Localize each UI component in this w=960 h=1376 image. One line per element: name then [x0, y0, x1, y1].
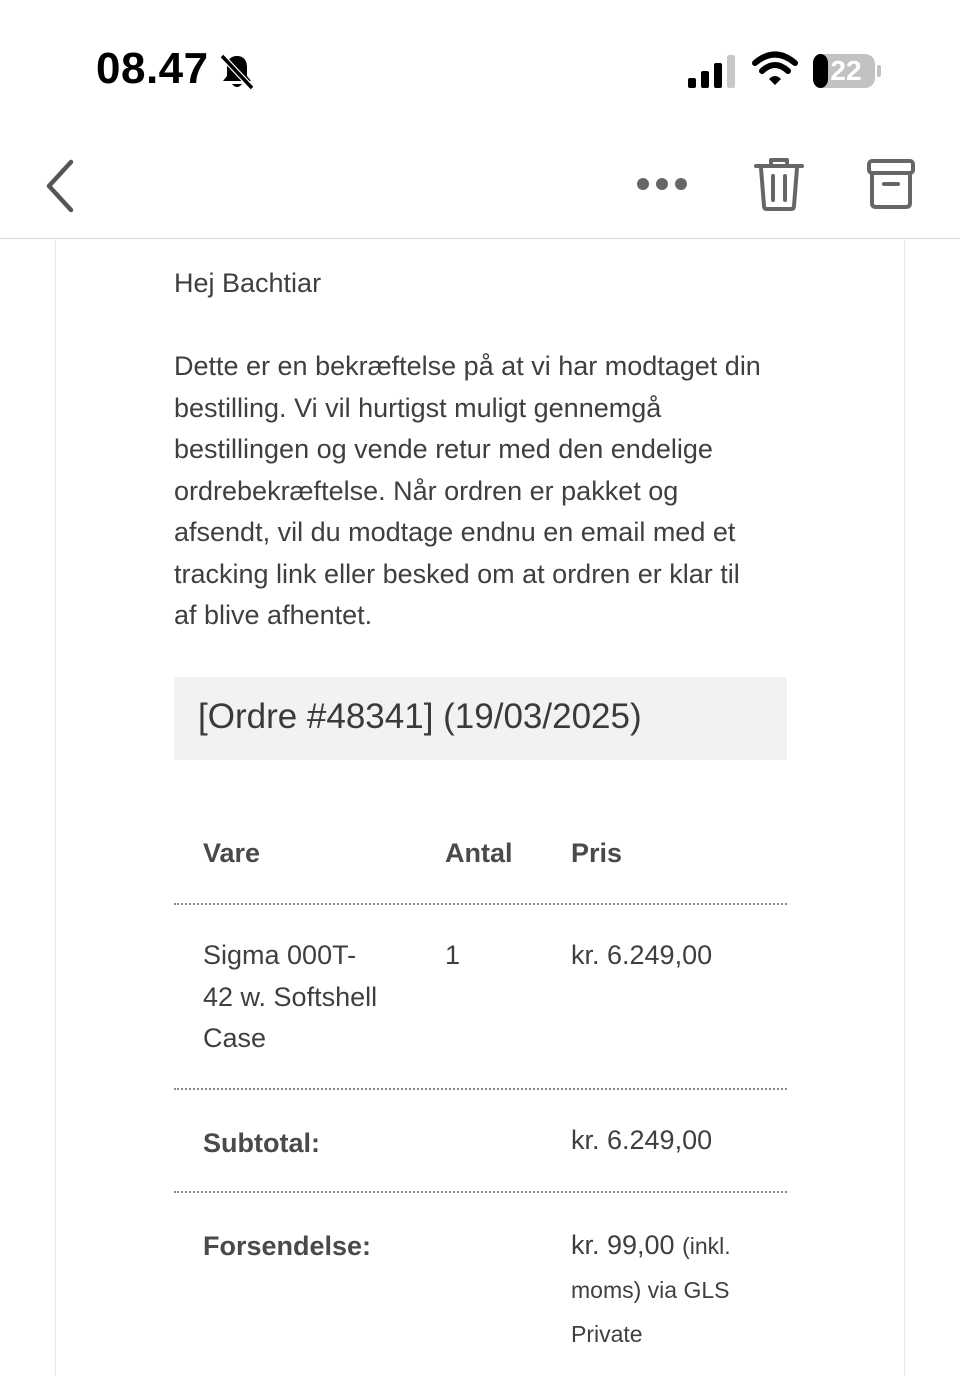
item-name-line: 42 w. Softshell	[203, 981, 378, 1012]
cellular-signal-icon	[688, 54, 738, 88]
body-line: af blive afhentet.	[174, 600, 373, 630]
clock-time: 08.47	[96, 44, 209, 93]
shipping-label: Forsendelse:	[203, 1231, 372, 1261]
ellipsis-icon[interactable]	[634, 175, 690, 193]
chevron-left-icon[interactable]	[42, 158, 78, 214]
table-divider	[174, 1088, 787, 1090]
item-name-line: Sigma 000T-	[203, 940, 357, 970]
bell-off-icon	[218, 52, 256, 92]
shipping-price: kr. 99,00	[571, 1230, 675, 1260]
mail-toolbar	[0, 130, 960, 239]
subtotal-label: Subtotal:	[203, 1128, 320, 1158]
body-line: Dette er en bekræftelse på at vi har modtaget din	[174, 351, 761, 381]
email-body-text	[174, 346, 794, 637]
table-header-qty: Antal	[445, 838, 513, 868]
battery-level: 22	[830, 55, 862, 86]
shipping-note: moms) via GLS	[571, 1277, 730, 1303]
shipping-note: Private	[571, 1321, 643, 1347]
body-line: tracking link eller besked om at ordren er klar til	[174, 558, 740, 589]
table-header-item: Vare	[203, 838, 261, 868]
order-heading-box	[174, 677, 787, 760]
table-divider	[174, 1191, 787, 1193]
subtotal-value: kr. 6.249,00	[571, 1125, 713, 1155]
table-row-price: kr. 6.249,00	[571, 940, 713, 970]
wifi-icon	[752, 50, 798, 88]
shipping-value	[571, 1223, 787, 1356]
body-line: bestillingen og vende retur med den endelige	[174, 434, 713, 464]
trash-icon[interactable]	[752, 156, 806, 212]
body-line: bestilling. Vi vil hurtigst muligt gennemgå	[174, 392, 662, 423]
body-line: ordrebekræftelse. Når ordren er pakket og	[174, 475, 679, 506]
item-name-line: Case	[203, 1023, 267, 1053]
table-divider	[174, 903, 787, 905]
body-line: afsendt, vil du modtage endnu en email med et	[174, 517, 736, 547]
shipping-note: (inkl.	[682, 1233, 731, 1259]
email-greeting: Hej Bachtiar	[174, 268, 322, 298]
table-header-price: Pris	[571, 838, 623, 868]
order-title: [Ordre #48341] (19/03/2025)	[198, 697, 642, 736]
archive-icon[interactable]	[866, 158, 916, 210]
table-row-qty: 1	[445, 940, 461, 970]
status-bar	[0, 0, 960, 130]
table-row-item	[203, 935, 423, 1060]
